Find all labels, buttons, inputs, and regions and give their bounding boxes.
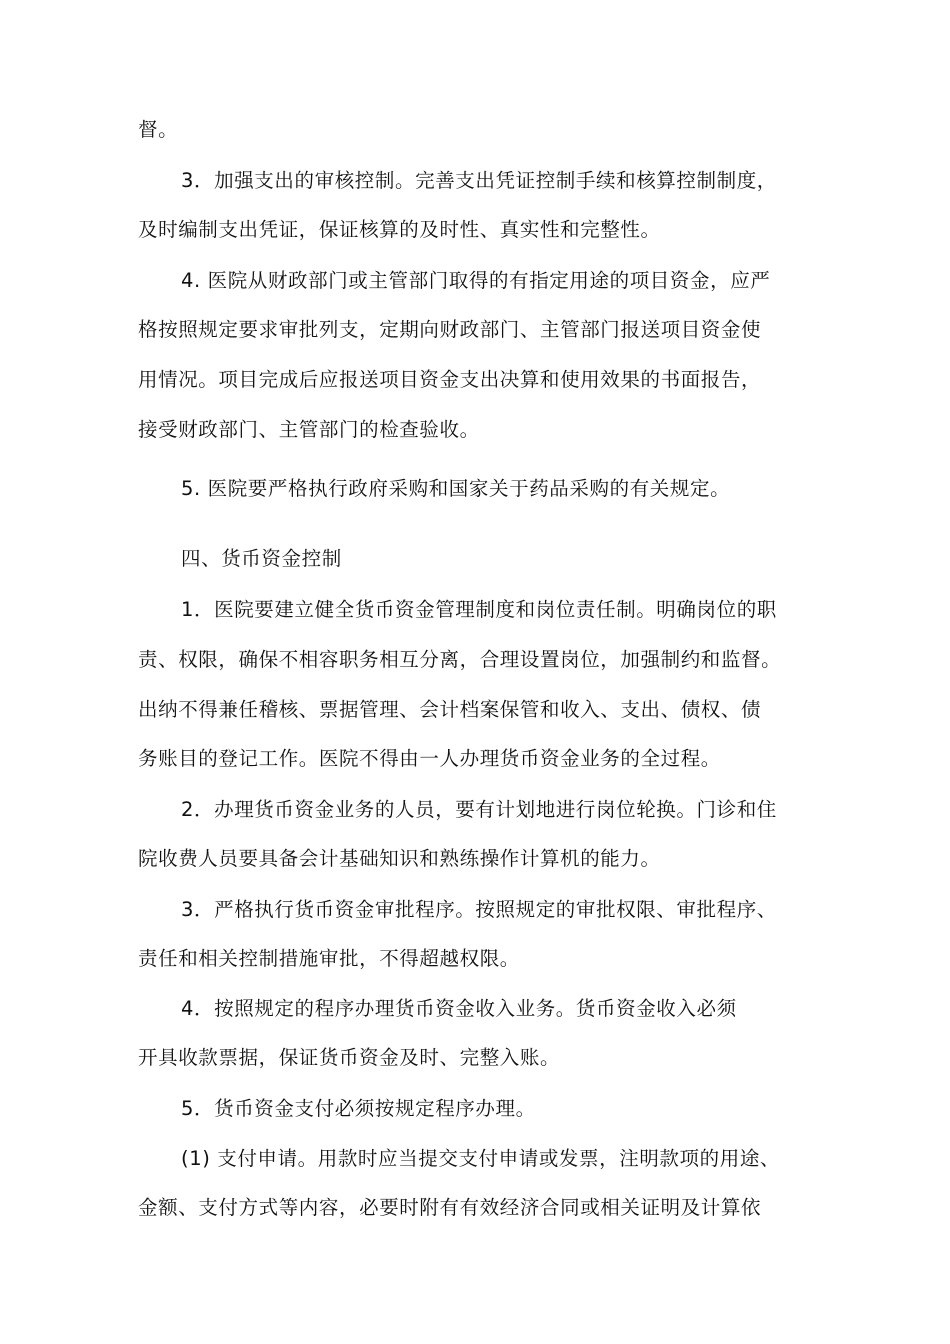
section4-item4-line-2: 开具收款票据，保证货币资金及时、完整入账。: [138, 1046, 561, 1069]
section4-item2-line-2: 院收费人员要具备会计基础知识和熟练操作计算机的能力。: [138, 847, 661, 870]
section4-item2-line-1: 2．办理货币资金业务的人员，要有计划地进行岗位轮换。门诊和住: [181, 798, 777, 821]
section-heading: 四、货币资金控制: [181, 547, 342, 570]
paragraph-4-line-4: 接受财政部门、主管部门的检查验收。: [138, 418, 480, 441]
paragraph-3-line-1: 3．加强支出的审核控制。完善支出凭证控制手续和核算控制制度，: [181, 169, 777, 192]
section4-item3-line-2: 责任和相关控制措施审批，不得超越权限。: [138, 947, 520, 970]
paragraph-4-line-3: 用情况。项目完成后应报送项目资金支出决算和使用效果的书面报告，: [138, 368, 762, 391]
paragraph-4-line-2: 格按照规定要求审批列支，定期向财政部门、主管部门报送项目资金使: [138, 318, 762, 341]
sub-item-1-line-2: 金额、支付方式等内容，必要时附有有效经济合同或相关证明及计算依: [138, 1196, 762, 1219]
paragraph-5-line-1: 5. 医院要严格执行政府采购和国家关于药品采购的有关规定。: [181, 477, 731, 500]
paragraph-3-line-2: 及时编制支出凭证，保证核算的及时性、真实性和完整性。: [138, 218, 661, 241]
section4-item1-line-1: 1．医院要建立健全货币资金管理制度和岗位责任制。明确岗位的职: [181, 598, 777, 621]
section4-item1-line-4: 务账目的登记工作。医院不得由一人办理货币资金业务的全过程。: [138, 747, 721, 770]
paragraph-4-line-1: 4. 医院从财政部门或主管部门取得的有指定用途的项目资金，应严: [181, 269, 771, 292]
text-line: 督。: [138, 118, 179, 141]
section4-item5-line-1: 5．货币资金支付必须按规定程序办理。: [181, 1097, 536, 1120]
section4-item4-line-1: 4．按照规定的程序办理货币资金收入业务。货币资金收入必须: [181, 997, 737, 1020]
sub-item-1-line-1: (1) 支付申请。用款时应当提交支付申请或发票，注明款项的用途、: [181, 1147, 781, 1170]
section4-item1-line-3: 出纳不得兼任稽核、票据管理、会计档案保管和收入、支出、债权、债: [138, 698, 762, 721]
section4-item1-line-2: 责、权限，确保不相容职务相互分离，合理设置岗位，加强制约和监督。: [138, 648, 782, 671]
section4-item3-line-1: 3．严格执行货币资金审批程序。按照规定的审批权限、审批程序、: [181, 898, 777, 921]
